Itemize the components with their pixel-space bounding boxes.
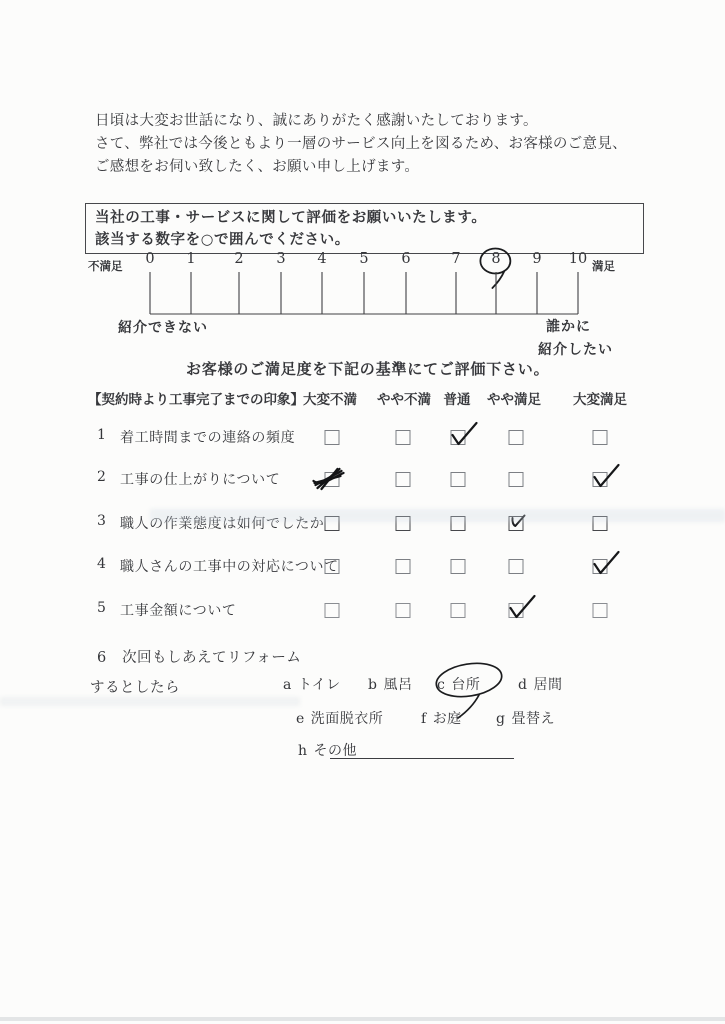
option-c-kitchen[interactable]: c 台所 xyxy=(437,674,480,694)
scale-anchor-recommend-line1: 誰かに xyxy=(546,319,591,335)
row-number: 5 xyxy=(97,600,106,616)
satisfaction-checkbox[interactable] xyxy=(509,430,524,445)
row-label: 職人さんの工事中の対応について xyxy=(120,559,339,575)
column-header: やや満足 xyxy=(487,392,541,408)
row-number: 3 xyxy=(97,513,106,529)
other-answer-line[interactable] xyxy=(330,740,514,759)
scale-anchor-recommend-line2: 紹介したい xyxy=(538,342,613,358)
satisfaction-checkbox[interactable] xyxy=(593,516,608,531)
question6-text: 次回もしあえてリフォーム xyxy=(122,650,302,666)
row-number: 4 xyxy=(97,556,106,572)
intro-line: さて、弊社では今後ともより一層のサービス向上を図るため、お客様のご意見、 xyxy=(95,136,627,152)
satisfaction-checkbox[interactable] xyxy=(451,559,466,574)
option-d-living-room[interactable]: d 居間 xyxy=(518,677,563,693)
scale-right-label: 満足 xyxy=(592,259,615,273)
table-row xyxy=(0,427,725,449)
intro-line: 日頃は大変お世話になり、誠にありがたく感謝いたしております。 xyxy=(95,113,538,129)
satisfaction-checkbox[interactable] xyxy=(325,603,340,618)
table-row xyxy=(0,600,725,622)
handwritten-scribble-icon xyxy=(312,466,346,492)
satisfaction-checkbox[interactable] xyxy=(509,516,524,531)
intro-line: ご感想をお伺い致したく、お願い申し上げます。 xyxy=(95,159,420,175)
intro-paragraph xyxy=(95,110,645,179)
row-label: 着工時間までの連絡の頻度 xyxy=(120,430,296,446)
question6-line1 xyxy=(97,646,301,667)
satisfaction-checkbox[interactable] xyxy=(396,559,411,574)
table-row xyxy=(0,513,725,535)
satisfaction-checkbox[interactable] xyxy=(325,472,340,487)
handwritten-check-icon xyxy=(509,513,529,531)
satisfaction-heading: お客様のご満足度を下記の基準にてご評価下さい。 xyxy=(186,360,550,378)
table-row xyxy=(0,469,725,491)
satisfaction-checkbox[interactable] xyxy=(593,472,608,487)
scan-edge-artifact xyxy=(0,1017,725,1021)
satisfaction-checkbox[interactable] xyxy=(451,516,466,531)
handwritten-check-icon xyxy=(591,548,621,576)
handwritten-check-icon xyxy=(507,592,537,620)
satisfaction-checkbox[interactable] xyxy=(593,559,608,574)
satisfaction-checkbox[interactable] xyxy=(509,472,524,487)
scale-number[interactable]: 7 xyxy=(451,251,461,267)
satisfaction-checkbox[interactable] xyxy=(451,472,466,487)
column-header: 大変不満 xyxy=(303,392,357,408)
satisfaction-checkbox[interactable] xyxy=(451,603,466,618)
satisfaction-checkbox[interactable] xyxy=(509,603,524,618)
row-label: 職人の作業態度は如何でしたか xyxy=(120,516,325,532)
satisfaction-checkbox[interactable] xyxy=(325,516,340,531)
satisfaction-checkbox[interactable] xyxy=(593,430,608,445)
column-header: やや不満 xyxy=(377,392,431,408)
satisfaction-checkbox[interactable] xyxy=(509,559,524,574)
rating-instruction-box xyxy=(85,203,644,254)
satisfaction-checkbox[interactable] xyxy=(325,559,340,574)
option-a-toilet[interactable]: a トイレ xyxy=(283,677,341,693)
column-header: 普通 xyxy=(443,392,471,408)
scale-anchor-cannot-recommend: 紹介できない xyxy=(118,320,208,336)
option-e-washroom[interactable]: e 洗面脱衣所 xyxy=(296,711,384,727)
row-number: 2 xyxy=(97,469,106,485)
scan-smudge xyxy=(0,697,300,706)
row-label: 工事の仕上がりについて xyxy=(120,472,281,488)
rating-instruction-line: 当社の工事・サービスに関して評価をお願いいたします。 xyxy=(95,209,487,226)
rating-instruction-line: 該当する数字を○で囲んでください。 xyxy=(95,231,350,248)
satisfaction-checkbox[interactable] xyxy=(593,603,608,618)
option-h-other[interactable]: h その他 xyxy=(298,743,358,759)
table-header-prefix: 【契約時より工事完了までの印象】 xyxy=(88,392,304,408)
satisfaction-checkbox[interactable] xyxy=(396,603,411,618)
scale-number[interactable]: 0 xyxy=(145,251,155,267)
option-f-garden[interactable]: f お庭 xyxy=(421,711,462,727)
satisfaction-checkbox[interactable] xyxy=(325,430,340,445)
table-row xyxy=(0,556,725,578)
scale-number[interactable]: 5 xyxy=(359,251,369,267)
scale-left-label: 不満足 xyxy=(88,259,123,273)
scale-number[interactable]: 10 xyxy=(568,251,588,267)
scale-number[interactable]: 9 xyxy=(532,251,542,267)
satisfaction-checkbox[interactable] xyxy=(396,472,411,487)
question6-number: 6 xyxy=(97,650,107,666)
satisfaction-checkbox[interactable] xyxy=(396,430,411,445)
handwritten-check-icon xyxy=(591,461,621,489)
scale-number[interactable]: 4 xyxy=(317,251,327,267)
column-header: 大変満足 xyxy=(573,392,627,408)
scale-number[interactable]: 2 xyxy=(234,251,244,267)
option-g-tatami[interactable]: g 畳替え xyxy=(496,711,555,727)
handwritten-check-icon xyxy=(449,419,479,447)
scale-number[interactable]: 8 xyxy=(491,251,500,267)
scale-number[interactable]: 1 xyxy=(186,251,196,267)
scale-number[interactable]: 6 xyxy=(401,251,411,267)
scale-number[interactable]: 3 xyxy=(276,251,286,267)
scale-ruler-bracket xyxy=(140,271,590,317)
row-number: 1 xyxy=(97,427,106,443)
row-label: 工事金額について xyxy=(120,603,237,619)
question6-line2: するとしたら xyxy=(90,680,180,696)
satisfaction-checkbox[interactable] xyxy=(451,430,466,445)
option-b-bath[interactable]: b 風呂 xyxy=(368,677,413,693)
satisfaction-checkbox[interactable] xyxy=(396,516,411,531)
